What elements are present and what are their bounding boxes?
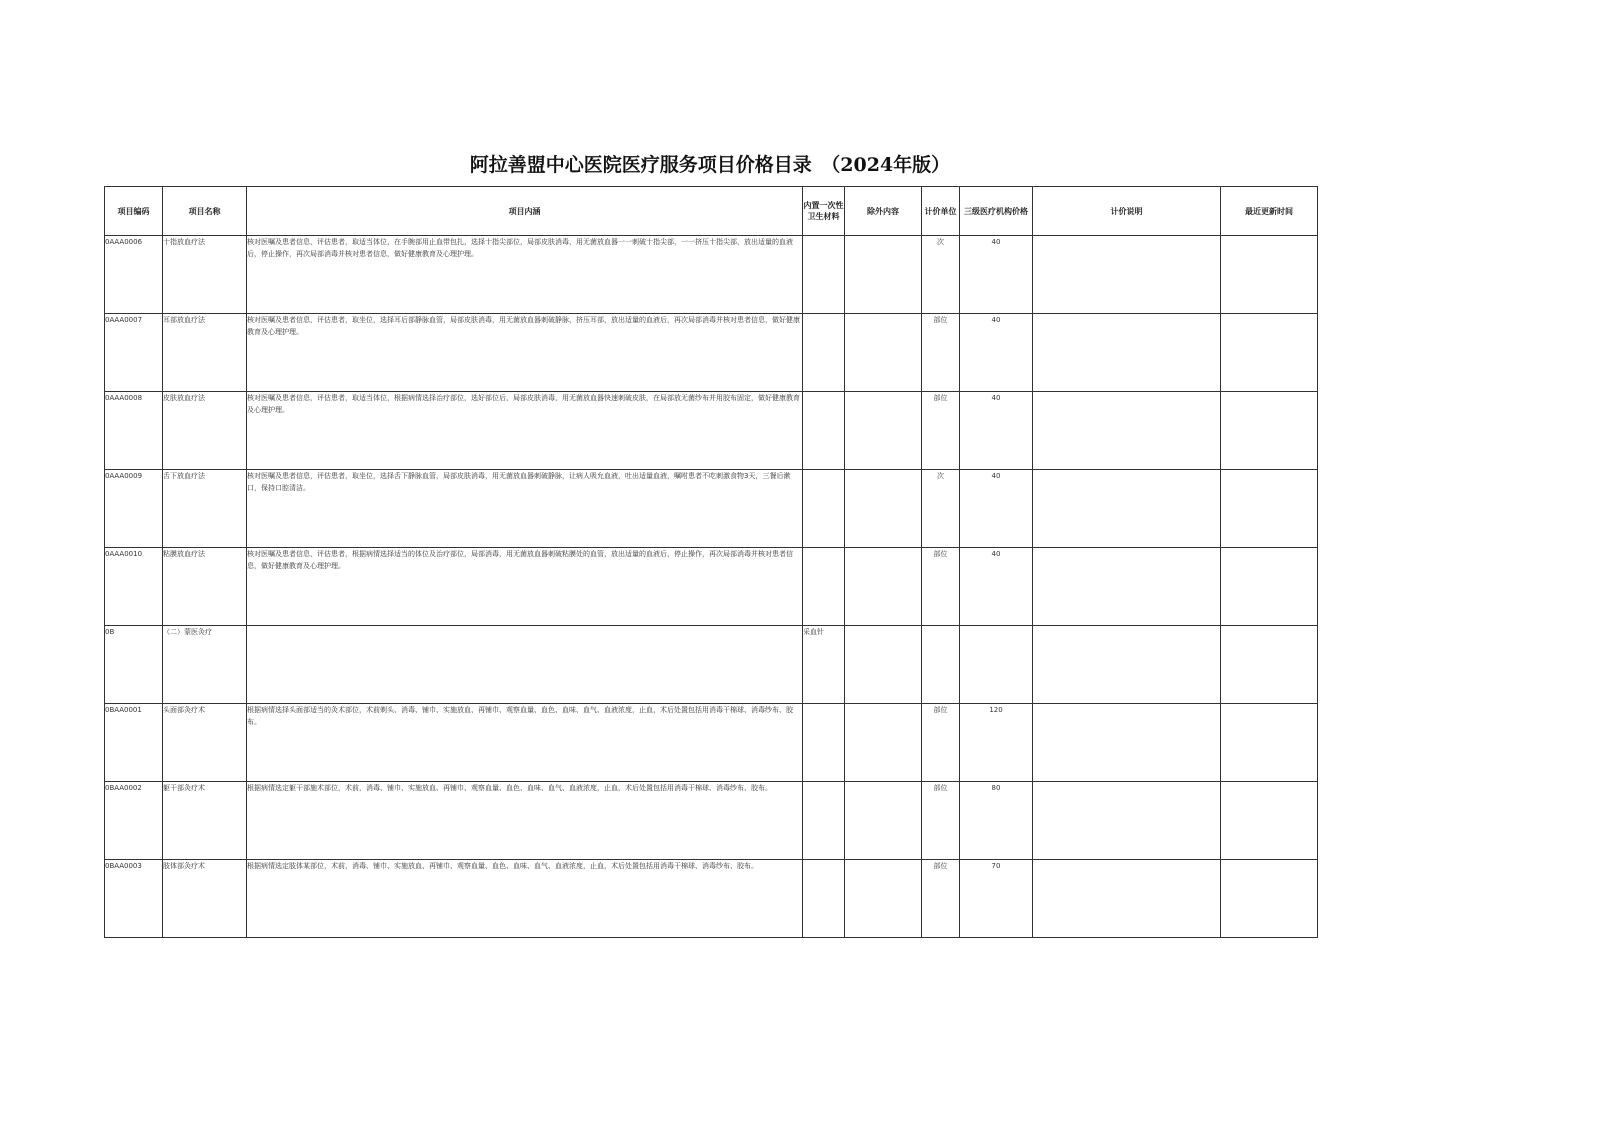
- cell-name: 头面部灸疗术: [163, 704, 247, 782]
- cell-note: [1033, 470, 1221, 548]
- cell-price: 40: [960, 470, 1033, 548]
- cell-name: 躯干部灸疗术: [163, 782, 247, 860]
- cell-unit: 部位: [922, 782, 960, 860]
- cell-note: [1033, 860, 1221, 938]
- table-header-row: [105, 187, 1318, 236]
- cell-unit: 次: [922, 470, 960, 548]
- cell-unit: [922, 626, 960, 704]
- cell-price: 40: [960, 548, 1033, 626]
- cell-note: [1033, 236, 1221, 314]
- header-code: 项目编码: [105, 187, 163, 236]
- cell-excluded: [845, 236, 922, 314]
- cell-content: 核对医嘱及患者信息，评估患者，根据病情选择适当的体位及治疗部位，局部消毒，用无菌放血器刺破粘膜处的血管，放出适量的血液后，停止操作，再次局部消毒并核对患者信息，做好健康教育及心理护理。: [247, 548, 803, 626]
- header-excluded: 除外内容: [845, 187, 922, 236]
- cell-name: 肢体部灸疗术: [163, 860, 247, 938]
- cell-note: [1033, 704, 1221, 782]
- cell-updated: [1221, 860, 1318, 938]
- cell-price: [960, 626, 1033, 704]
- cell-unit: 部位: [922, 314, 960, 392]
- table-row: [105, 236, 1318, 314]
- cell-code: 0AAA0009: [105, 470, 163, 548]
- cell-excluded: [845, 392, 922, 470]
- cell-excluded: [845, 704, 922, 782]
- cell-code: 0AAA0007: [105, 314, 163, 392]
- cell-price: 70: [960, 860, 1033, 938]
- cell-unit: 部位: [922, 548, 960, 626]
- cell-content: 核对医嘱及患者信息，评估患者，取坐位，选择舌下静脉血管，局部皮肤消毒，用无菌放血器刺破静脉，让病人吸允血液，吐出适量血液，嘱咐患者不吃刺激食物3天，三餐后漱口，保持口腔清洁。: [247, 470, 803, 548]
- header-unit: 计价单位: [922, 187, 960, 236]
- header-note: 计价说明: [1033, 187, 1221, 236]
- document-title: 阿拉善盟中心医院医疗服务项目价格目录 （2024年版）: [469, 154, 951, 176]
- cell-name: 耳部放血疗法: [163, 314, 247, 392]
- header-updated: 最近更新时间: [1221, 187, 1318, 236]
- cell-supply: [803, 392, 845, 470]
- cell-unit: 部位: [922, 704, 960, 782]
- cell-content: 核对医嘱及患者信息，评估患者，取适当体位，根据病情选择治疗部位，选好部位后，局部皮肤消毒，用无菌放血器快速刺破皮肤，在局部放无菌纱布并用胶布固定，做好健康教育及心理护理。: [247, 392, 803, 470]
- cell-code: 0BAA0001: [105, 704, 163, 782]
- cell-content: 根据病情选定肢体某部位，术前，消毒、铺巾、实施放血、再铺巾、观察血量、血色、血味、血气、血液浓度，止血，术后处置包括用消毒干棉球、消毒纱布、胶布。: [247, 860, 803, 938]
- cell-excluded: [845, 626, 922, 704]
- cell-name: 十指放血疗法: [163, 236, 247, 314]
- header-name: 项目名称: [163, 187, 247, 236]
- cell-unit: 部位: [922, 392, 960, 470]
- cell-content: 根据病情选定躯干部施术部位，术前，消毒、铺巾、实施放血、再铺巾、观察血量、血色、血味、血气、血液浓度，止血，术后处置包括用消毒干棉球、消毒纱布、胶布。: [247, 782, 803, 860]
- cell-updated: [1221, 392, 1318, 470]
- cell-supply: [803, 704, 845, 782]
- cell-note: [1033, 392, 1221, 470]
- cell-content: 核对医嘱及患者信息，评估患者，取坐位，选择耳后部静脉血管，局部皮肤消毒，用无菌放血器刺破静脉，挤压耳部，放出适量的血液后，再次局部消毒并核对患者信息，做好健康教育及心理护理。: [247, 314, 803, 392]
- cell-updated: [1221, 704, 1318, 782]
- cell-name: 粘膜放血疗法: [163, 548, 247, 626]
- cell-excluded: [845, 860, 922, 938]
- header-price: 三级医疗机构价格: [960, 187, 1033, 236]
- cell-code: 0AAA0008: [105, 392, 163, 470]
- cell-content: [247, 626, 803, 704]
- table-row: [105, 782, 1318, 860]
- cell-price: 80: [960, 782, 1033, 860]
- cell-code: 0AAA0010: [105, 548, 163, 626]
- cell-note: [1033, 782, 1221, 860]
- cell-code: 0AAA0006: [105, 236, 163, 314]
- table-row: [105, 704, 1318, 782]
- table-row: [105, 314, 1318, 392]
- cell-supply: [803, 548, 845, 626]
- table-row: [105, 470, 1318, 548]
- header-supply: 内置一次性卫生材料: [803, 187, 845, 236]
- cell-content: 根据病情选择头面部适当的灸术部位，术前剃头、消毒、铺巾、实施放血、再铺巾、观察血量、血色、血味、血气、血液浓度，止血，术后处置包括用消毒干棉球、消毒纱布、胶布。: [247, 704, 803, 782]
- cell-updated: [1221, 314, 1318, 392]
- cell-supply: [803, 782, 845, 860]
- cell-price: 40: [960, 392, 1033, 470]
- cell-updated: [1221, 470, 1318, 548]
- cell-supply: [803, 314, 845, 392]
- cell-excluded: [845, 314, 922, 392]
- cell-code: 0BAA0003: [105, 860, 163, 938]
- cell-name: 皮肤放血疗法: [163, 392, 247, 470]
- cell-content: 核对医嘱及患者信息，评估患者，取适当体位，在手腕部用止血带包扎，选择十指尖部位，局部皮肤消毒，用无菌放血器一一刺破十指尖部，一一挤压十指尖部，放出适量的血液后，停止操作，再次局部消毒并核对患者信息，做好健康教育及心理护理。: [247, 236, 803, 314]
- cell-supply: 采血针: [803, 626, 845, 704]
- cell-note: [1033, 626, 1221, 704]
- cell-updated: [1221, 626, 1318, 704]
- header-content: 项目内涵: [247, 187, 803, 236]
- cell-code: 0BAA0002: [105, 782, 163, 860]
- cell-unit: 部位: [922, 860, 960, 938]
- cell-excluded: [845, 782, 922, 860]
- table-row: [105, 392, 1318, 470]
- cell-updated: [1221, 236, 1318, 314]
- cell-excluded: [845, 470, 922, 548]
- price-table: [104, 186, 1318, 938]
- table-row: [105, 860, 1318, 938]
- cell-supply: [803, 470, 845, 548]
- cell-note: [1033, 548, 1221, 626]
- cell-supply: [803, 860, 845, 938]
- cell-supply: [803, 236, 845, 314]
- cell-unit: 次: [922, 236, 960, 314]
- cell-updated: [1221, 782, 1318, 860]
- cell-note: [1033, 314, 1221, 392]
- cell-price: 120: [960, 704, 1033, 782]
- cell-price: 40: [960, 236, 1033, 314]
- cell-updated: [1221, 548, 1318, 626]
- table-row: [105, 626, 1318, 704]
- cell-name: 舌下放血疗法: [163, 470, 247, 548]
- cell-price: 40: [960, 314, 1033, 392]
- cell-code: 0B: [105, 626, 163, 704]
- table-row: [105, 548, 1318, 626]
- cell-name: （二）蒙医灸疗: [163, 626, 247, 704]
- cell-excluded: [845, 548, 922, 626]
